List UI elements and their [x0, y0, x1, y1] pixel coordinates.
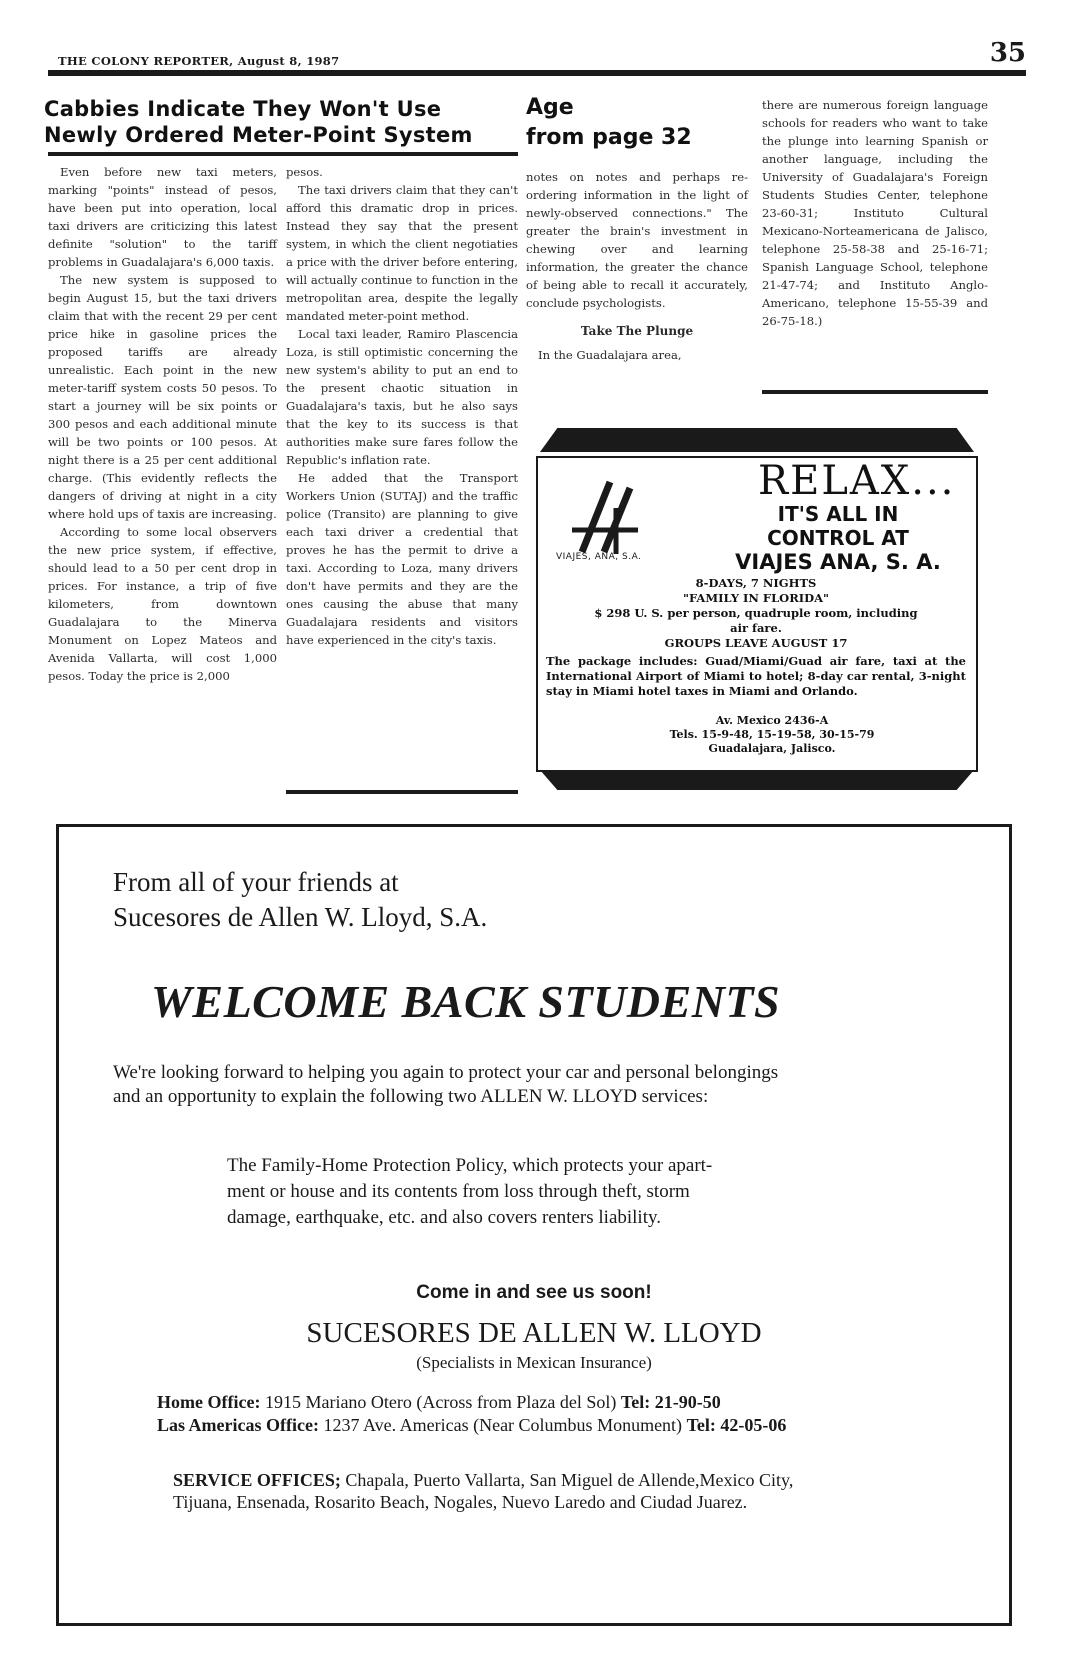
article1-paragraph: pesos.: [286, 165, 323, 179]
ad-phones: Tels. 15-9-48, 15-19-58, 30-15-79: [669, 728, 875, 741]
lloyd-policy: [227, 1153, 712, 1231]
lloyd-service-offices: [173, 1469, 793, 1513]
masthead-rule: [48, 70, 1026, 76]
article2-paragraph: In the Guadalajara area,: [538, 348, 682, 362]
ad-tagline-line3: VIAJES ANA, S. A.: [735, 550, 941, 574]
article1-paragraph: He added that the Transport Workers Union (SUTAJ) and the traffic police (Transito) are planning to give each taxi driver a credential that proves he has the permit to drive a taxi. According to Loza, many drivers don't have permits and they are the ones causing the abuse that many Guadalajara residents and visitors have experienced in the city's taxis.: [286, 471, 518, 647]
lloyd-intro: [113, 865, 487, 935]
lloyd-service-cities1: Chapala, Puerto Vallarta, San Miguel de Allende,Mexico City,: [345, 1470, 794, 1490]
viajes-logo-icon: [570, 478, 640, 556]
article1-headline-line2: Newly Ordered Meter-Point System: [44, 123, 473, 147]
viajes-ad: [522, 428, 992, 790]
article1-paragraph: According to some local observers the new price system, if effective, should lead to a 50 per cent drop in prices. For instance, a trip of five kilometers, from downtown Guadalajara to the Minerva Monument on Lopez Mateos and Avenida Vallarta, will cost 1,000 pesos. Today the price is 2,000: [48, 525, 277, 683]
article1-headline-line1: Cabbies Indicate They Won't Use: [44, 97, 442, 121]
ad-offer-line: 8-DAYS, 7 NIGHTS: [695, 576, 817, 590]
viajes-logo-caption: VIAJES, ANA, S.A.: [556, 552, 642, 562]
ad-tagline-line2: CONTROL AT: [767, 526, 909, 550]
article1-column-1: [48, 163, 277, 685]
ad-tagline: [718, 502, 958, 574]
ad-offer-line: "FAMILY IN FLORIDA": [682, 591, 830, 605]
ad-offer: [546, 576, 966, 651]
ad-offer-line: GROUPS LEAVE AUGUST 17: [664, 636, 848, 650]
article2-paragraph: notes on notes and perhaps re-ordering information in the light of newly-observed connections." The greater the brain's investment in chewing over and learning information, the greater the chance of being able to recall it accurately, conclude psychologists.: [526, 170, 748, 310]
article1-paragraph: The taxi drivers claim that they can't afford this dramatic drop in prices. Instead they say that the present system, in which the client negotiaties a price with the driver before entering, will actually continue to function in the metropolitan area, despite the legally mandated meter-point method.: [286, 183, 518, 323]
ad-top-banner: [540, 428, 974, 452]
lloyd-service-line1: [173, 1469, 793, 1491]
lloyd-ad: [56, 824, 1012, 1626]
lloyd-cta: Come in and see us soon!: [416, 1282, 652, 1303]
article1-paragraph: Local taxi leader, Ramiro Plascencia Loza, is still optimistic concerning the new system's ability to put an end to the present chaotic situation in Guadalajara's taxis, but he also says that the key to its success is that authorities make sure fares follow the Republic's inflation rate.: [286, 327, 518, 467]
article1-headline-rule: [48, 152, 518, 156]
ad-city: Guadalajara, Jalisco.: [708, 742, 836, 755]
lloyd-home-address: 1915 Mariano Otero (Across from Plaza del Sol): [264, 1392, 617, 1412]
lloyd-home-label: Home Office:: [157, 1392, 261, 1412]
lloyd-americas-phone: Tel: 42-05-06: [686, 1415, 787, 1435]
ad-contact: [642, 714, 902, 756]
ad-bottom-banner: [540, 770, 974, 790]
article2-headline-line1: Age: [526, 95, 574, 120]
lloyd-policy-line3: damage, earthquake, etc. and also covers renters liability.: [227, 1207, 662, 1228]
article2-paragraph: there are numerous foreign language schools for readers who want to take the plunge into learning Spanish or another language, including the University of Guadalajara's Foreign Students Studies Center, telephone 23-60-31; Instituto Cultural Mexicano-Norteamericana de Jalisco, telephone 25-58-38 and 25-16-71; Spanish Language School, telephone 21-47-74; and Instituto Anglo-Americano, telephone 15-55-39 and 26-75-18.): [762, 98, 988, 328]
ad-offer-line: air fare.: [730, 621, 782, 635]
lloyd-body-line1: We're looking forward to helping you again to protect your car and personal belongings: [113, 1062, 779, 1083]
lloyd-service-label: SERVICE OFFICES;: [173, 1470, 341, 1490]
lloyd-intro-line1: From all of your friends at: [113, 867, 399, 897]
article2-end-rule: [762, 390, 988, 394]
article1-headline: [44, 96, 514, 148]
article2-column-1: [526, 168, 748, 364]
lloyd-intro-line2: Sucesores de Allen W. Lloyd, S.A.: [113, 902, 488, 932]
lloyd-policy-line2: ment or house and its contents from loss through theft, storm: [227, 1181, 690, 1202]
article2-subhead: Take The Plunge: [580, 324, 694, 338]
article1-column-2: [286, 163, 518, 649]
lloyd-body: [113, 1061, 778, 1109]
article2-column-2: [762, 96, 988, 330]
article1-paragraph: The new system is supposed to begin August 15, but the taxi drivers claim that with the recent 29 per cent price hike in gasoline prices the proposed tariffs are already unrealistic. Each point in the new meter-tariff system costs 50 pesos. To start a journey will be six points or 300 pesos and each additional minute will be two points or 100 pesos. At night there is a 25 per cent additional charge. (This evidently reflects the dangers of driving at night in a city where hold ups of taxis are increasing.: [48, 273, 277, 521]
lloyd-home-office: [157, 1391, 721, 1413]
masthead: THE COLONY REPORTER, August 8, 1987: [58, 54, 340, 68]
page-number: 35: [989, 38, 1026, 68]
article2-headline-line2: from page 32: [526, 125, 692, 150]
lloyd-home-phone: Tel: 21-90-50: [620, 1392, 721, 1412]
lloyd-specialty: (Specialists in Mexican Insurance): [416, 1353, 652, 1372]
ad-tagline-line1: IT'S ALL IN: [777, 502, 899, 526]
lloyd-service-cities2: Tijuana, Ensenada, Rosarito Beach, Nogales, Nuevo Laredo and Ciudad Juarez.: [173, 1492, 748, 1512]
lloyd-body-line2: and an opportunity to explain the following two ALLEN W. LLOYD services:: [113, 1086, 709, 1107]
ad-address: Av. Mexico 2436-A: [715, 714, 829, 727]
article2-headline: [526, 93, 746, 153]
lloyd-policy-line1: The Family-Home Protection Policy, which protects your apart-: [227, 1155, 713, 1176]
ad-relax-title: RELAX...: [758, 458, 956, 504]
lloyd-americas-address: 1237 Ave. Americas (Near Columbus Monument): [323, 1415, 683, 1435]
lloyd-company: SUCESORES DE ALLEN W. LLOYD: [306, 1317, 762, 1349]
article1-end-rule: [286, 790, 518, 794]
lloyd-headline: WELCOME BACK STUDENTS: [151, 976, 781, 1027]
ad-package: The package includes: Guad/Miami/Guad air fare, taxi at the International Airport of Miami to hotel; 8-day car rental, 3-night stay in Miami hotel taxes in Miami and Orlando.: [546, 654, 966, 698]
ad-offer-line: $ 298 U. S. per person, quadruple room, including: [594, 606, 918, 620]
lloyd-americas-label: Las Americas Office:: [157, 1415, 319, 1435]
article1-paragraph: Even before new taxi meters, marking "points" instead of pesos, have been put into operation, local taxi drivers are criticizing this latest definite "solution" to the tariff problems in Guadalajara's 6,000 taxis.: [48, 165, 277, 269]
lloyd-americas-office: [157, 1414, 786, 1436]
